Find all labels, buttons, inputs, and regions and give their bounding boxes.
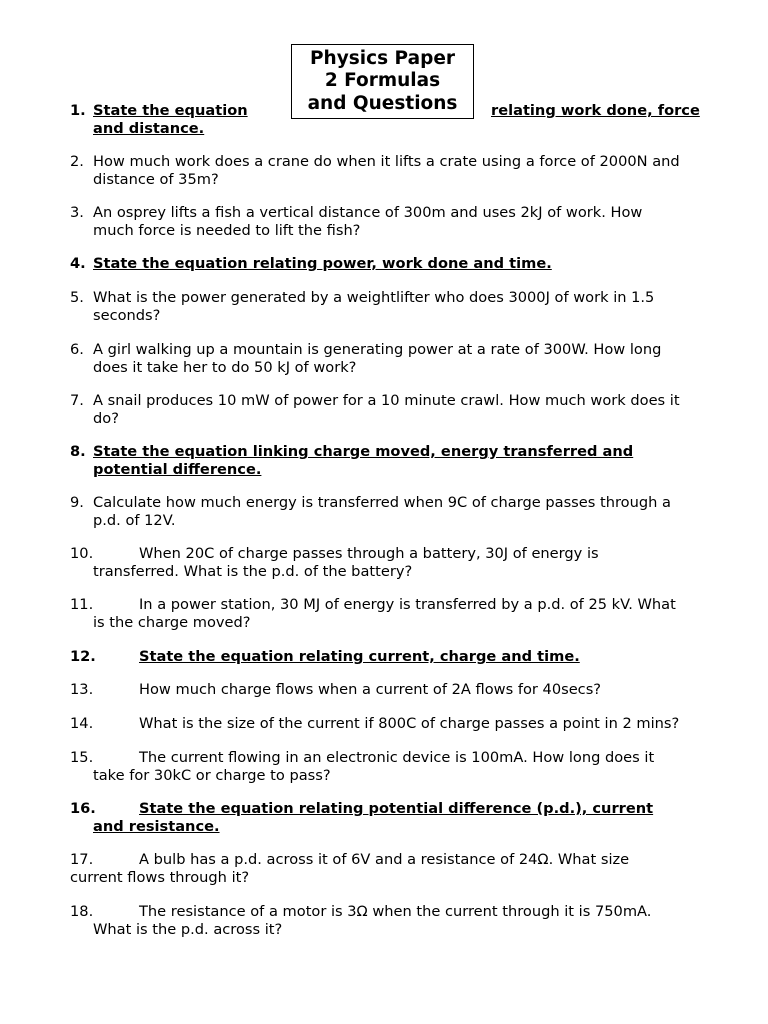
question-text: How much work does a crane do when it lifts a crate using a force of 2000N and xyxy=(93,153,680,170)
title-line-2: 2 Formulas xyxy=(324,70,441,92)
title-line-3: and Questions xyxy=(307,92,458,114)
question-number: 17. xyxy=(70,851,94,868)
question-text: do? xyxy=(93,409,119,427)
question-text: State the equation relating potential difference (p.d.), current xyxy=(139,800,654,817)
question-text: A bulb has a p.d. across it of 6V and a resistance of 24Ω. What size xyxy=(139,851,630,868)
question-text: A girl walking up a mountain is generating power at a rate of 300W. How long xyxy=(93,341,662,358)
question-text: and resistance. xyxy=(93,817,220,835)
question-number: 8. xyxy=(70,443,86,460)
question-text: An osprey lifts a fish a vertical distance of 300m and uses 2kJ of work. How xyxy=(93,204,643,221)
question-2 xyxy=(70,153,725,188)
question-text: take for 30kC or charge to pass? xyxy=(93,766,331,784)
question-text: The resistance of a motor is 3Ω when the current through it is 750mA. xyxy=(139,903,652,920)
question-14 xyxy=(70,715,725,733)
title-box xyxy=(291,44,474,119)
question-7 xyxy=(70,392,725,427)
question-text: State the equation xyxy=(93,102,248,119)
question-number: 7. xyxy=(70,392,84,409)
question-number: 3. xyxy=(70,204,84,221)
question-number: 12. xyxy=(70,648,96,665)
question-number: 2. xyxy=(70,153,84,170)
question-text: is the charge moved? xyxy=(93,613,251,631)
question-text: A snail produces 10 mW of power for a 10 minute crawl. How much work does it xyxy=(93,392,680,409)
question-text: p.d. of 12V. xyxy=(93,511,176,529)
question-16 xyxy=(70,800,725,835)
question-text: Calculate how much energy is transferred when 9C of charge passes through a xyxy=(93,494,671,511)
question-number: 6. xyxy=(70,341,84,358)
question-text: How much charge flows when a current of 2A flows for 40secs? xyxy=(139,681,602,698)
question-number: 15. xyxy=(70,749,94,766)
question-text: current flows through it? xyxy=(70,868,250,886)
question-15 xyxy=(70,749,725,784)
question-number: 18. xyxy=(70,903,94,920)
question-text: State the equation relating current, charge and time. xyxy=(139,648,580,665)
question-number: 13. xyxy=(70,681,94,698)
question-17 xyxy=(70,851,725,886)
question-text: seconds? xyxy=(93,306,161,324)
question-number: 10. xyxy=(70,545,94,562)
question-text: and distance. xyxy=(93,119,205,137)
question-6 xyxy=(70,341,725,376)
question-text: much force is needed to lift the fish? xyxy=(93,221,361,239)
question-8 xyxy=(70,443,725,478)
question-number: 14. xyxy=(70,715,94,732)
question-number: 5. xyxy=(70,289,84,306)
question-number: 9. xyxy=(70,494,84,511)
question-12 xyxy=(70,648,725,666)
question-text: What is the p.d. across it? xyxy=(93,920,283,938)
question-text: potential difference. xyxy=(93,460,262,478)
question-number: 1. xyxy=(70,102,86,119)
title-line-1: Physics Paper xyxy=(309,47,456,69)
question-text: In a power station, 30 MJ of energy is transferred by a p.d. of 25 kV. What xyxy=(139,596,676,613)
question-13 xyxy=(70,681,725,699)
question-text: What is the size of the current if 800C of charge passes a point in 2 mins? xyxy=(139,715,680,732)
question-11 xyxy=(70,596,725,631)
question-text: relating work done, force xyxy=(491,102,700,119)
question-text: The current flowing in an electronic device is 100mA. How long does it xyxy=(139,749,655,766)
question-number: 11. xyxy=(70,596,94,613)
question-text: When 20C of charge passes through a battery, 30J of energy is xyxy=(139,545,599,562)
question-text: transferred. What is the p.d. of the battery? xyxy=(93,562,413,580)
question-text: distance of 35m? xyxy=(93,170,219,188)
question-text: What is the power generated by a weightlifter who does 3000J of work in 1.5 xyxy=(93,289,655,306)
question-text: State the equation relating power, work done and time. xyxy=(93,255,552,272)
question-number: 16. xyxy=(70,800,96,817)
question-18 xyxy=(70,903,725,938)
question-9 xyxy=(70,494,725,529)
question-4 xyxy=(70,255,725,273)
question-text: State the equation linking charge moved, energy transferred and xyxy=(93,443,634,460)
question-number: 4. xyxy=(70,255,86,272)
question-10 xyxy=(70,545,725,580)
question-5 xyxy=(70,289,725,324)
question-3 xyxy=(70,204,725,239)
question-text: does it take her to do 50 kJ of work? xyxy=(93,358,357,376)
